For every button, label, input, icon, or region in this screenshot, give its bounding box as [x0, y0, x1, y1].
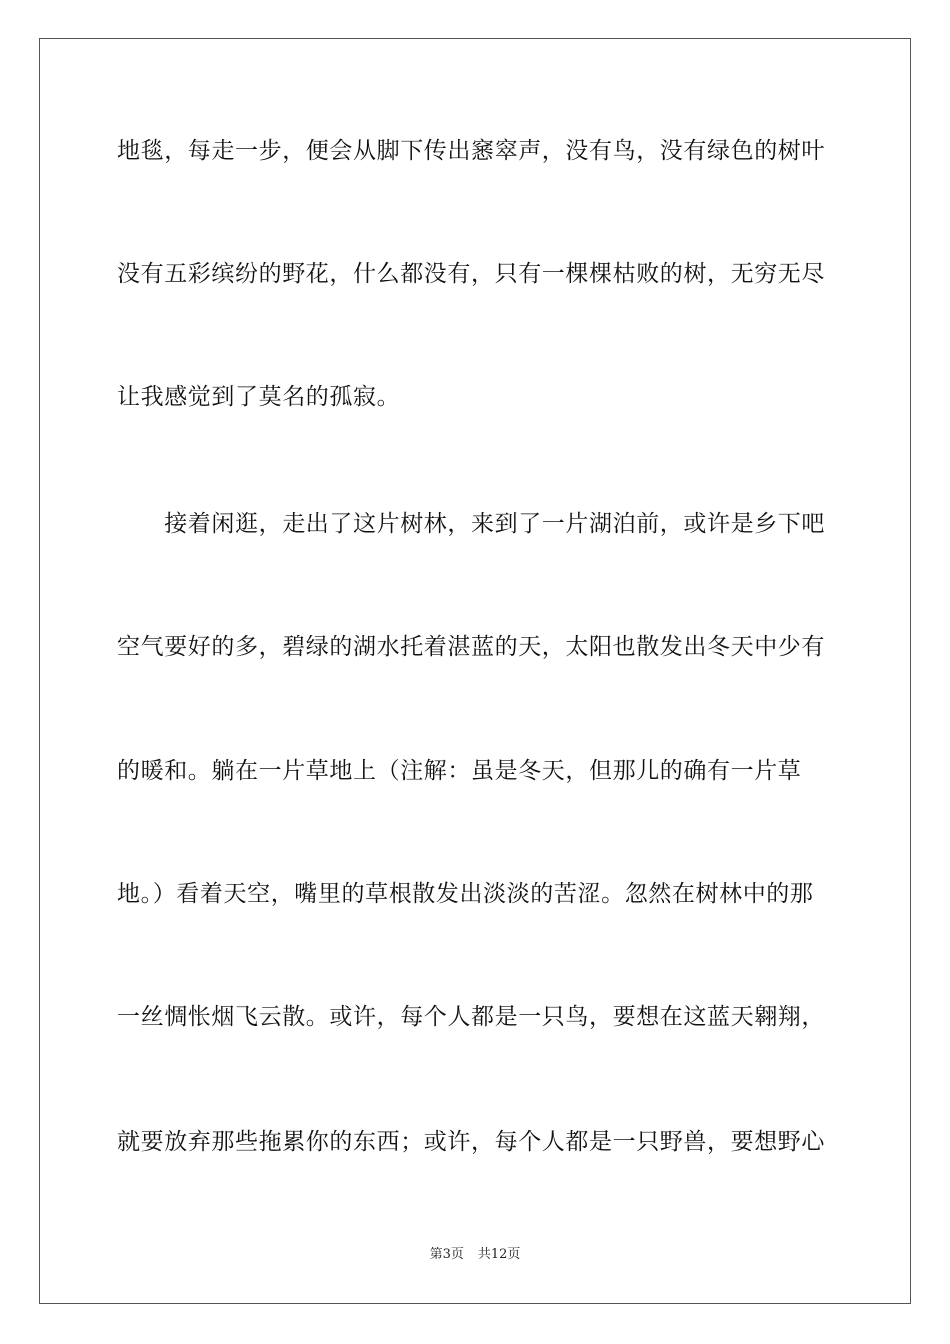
paragraph-start-line: 接着闲逛，走出了这片树林，来到了一片湖泊前，或许是乡下吧: [117, 511, 825, 537]
text-line: 没有五彩缤纷的野花，什么都没有，只有一棵棵枯败的树，无穷无尽: [117, 261, 825, 287]
text-line: 地毯，每走一步，便会从脚下传出窸窣声，没有鸟，没有绿色的树叶: [117, 138, 825, 164]
page-footer: [0, 1246, 950, 1264]
text-line: 的暖和。躺在一片草地上（注解：虽是冬天，但那儿的确有一片草: [117, 758, 802, 784]
text-line: 就要放弃那些拖累你的东西；或许，每个人都是一只野兽，要想野心: [117, 1129, 825, 1155]
text-line: 地。）看着天空，嘴里的草根散发出淡淡的苦涩。忽然在树林中的那: [117, 881, 814, 907]
text-line: 一丝惆怅烟飞云散。或许，每个人都是一只鸟，要想在这蓝天翱翔，: [117, 1004, 825, 1030]
total-pages: 共12页: [477, 1247, 521, 1262]
text-line: 空气要好的多，碧绿的湖水托着湛蓝的天，太阳也散发出冬天中少有: [117, 634, 825, 660]
page-border: [39, 38, 911, 1304]
text-line: 让我感觉到了莫名的孤寂。: [117, 384, 401, 410]
page-number: 第3页: [429, 1247, 464, 1262]
